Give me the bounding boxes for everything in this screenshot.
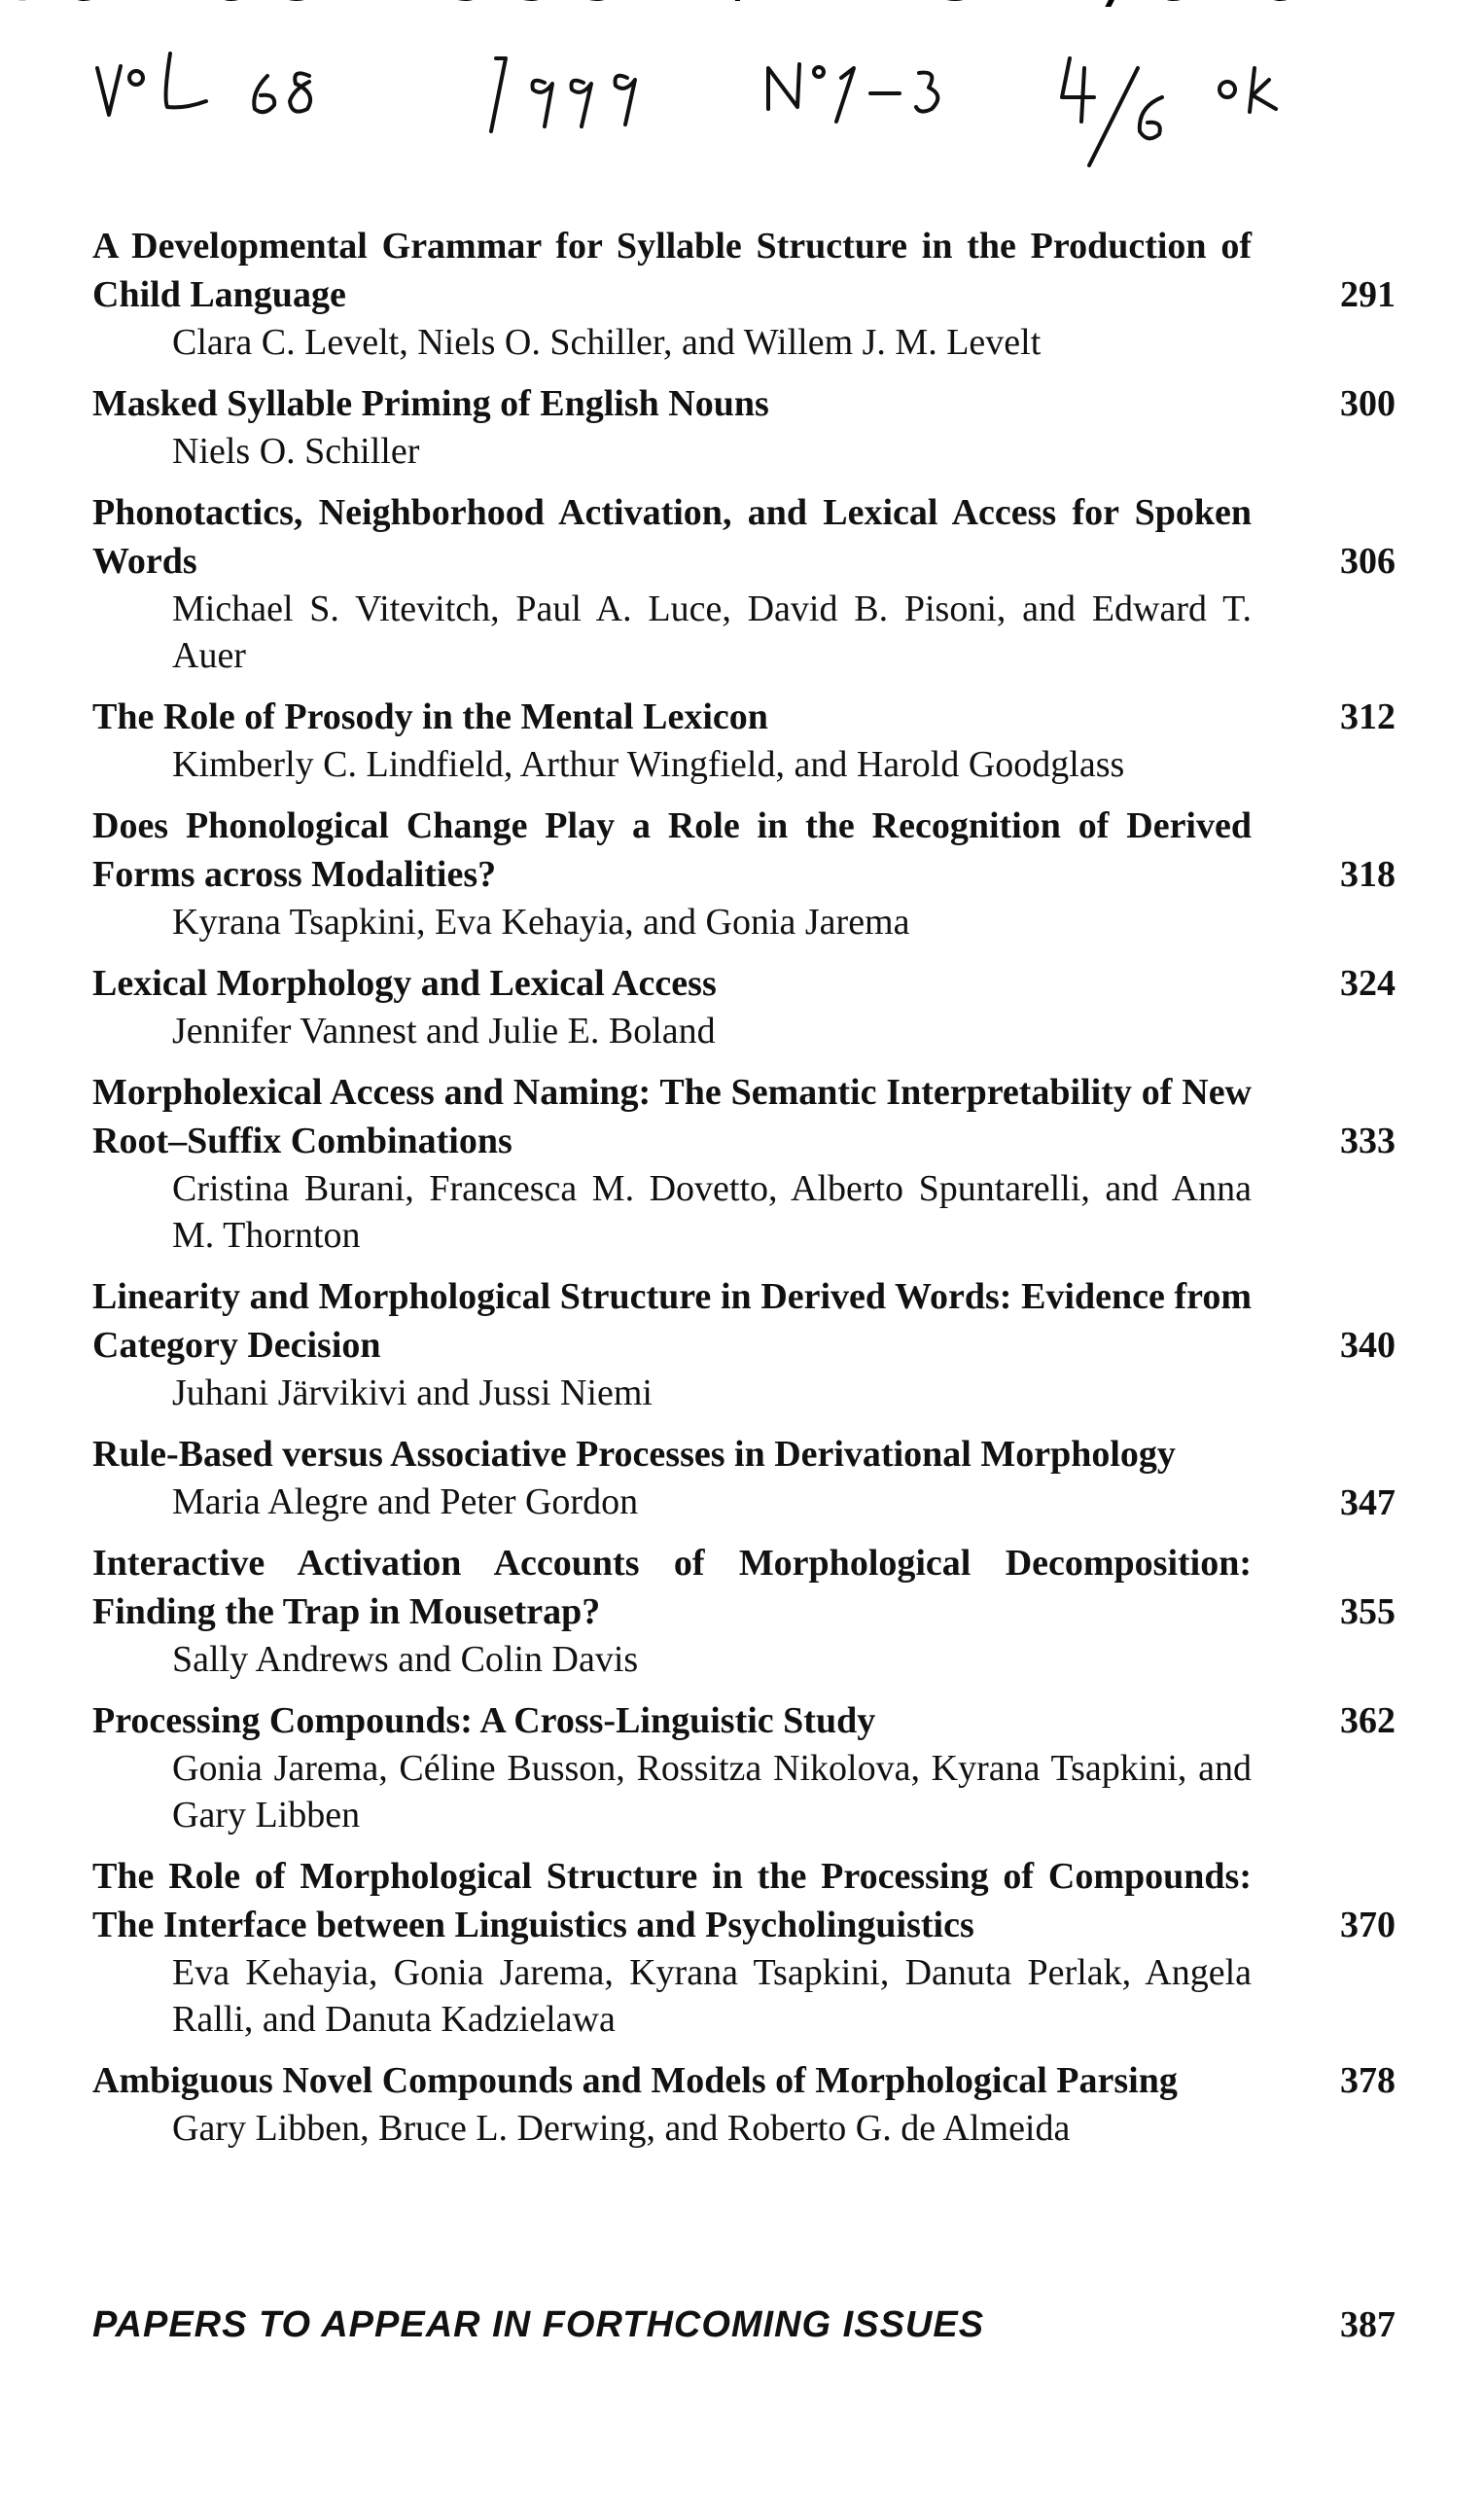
entry-title: Lexical Morphology and Lexical Access: [92, 963, 717, 1004]
entry-page: 347: [1340, 1482, 1396, 1523]
entry-authors: Kyrana Tsapkini, Eva Kehayia, and Gonia Jarema: [172, 902, 910, 943]
handwritten-note-text: [0, 0, 1388, 18]
entry-title: Does Phonological Change Play a Role in the Recognition of Derived Forms across Modalities?: [92, 805, 1252, 895]
forthcoming-papers-page: 387: [1340, 2304, 1396, 2345]
forthcoming-papers-row: [92, 2300, 1396, 2349]
toc-entry: [92, 1852, 1396, 2043]
toc-entry: [92, 1539, 1396, 1683]
toc-entry: [92, 488, 1396, 679]
entry-authors: Sally Andrews and Colin Davis: [172, 1639, 639, 1680]
entry-page: 378: [1340, 2060, 1396, 2101]
toc-entry: [92, 1068, 1396, 1259]
entry-page: 370: [1340, 1905, 1396, 1945]
entry-page: 312: [1340, 696, 1396, 737]
toc-entry: [92, 693, 1396, 788]
toc-entry: [92, 1272, 1396, 1416]
entry-authors: Niels O. Schiller: [172, 431, 420, 472]
toc-entry: [92, 222, 1396, 366]
entry-authors: Maria Alegre and Peter Gordon: [172, 1481, 639, 1522]
entry-page: 333: [1340, 1121, 1396, 1161]
entry-authors: Gonia Jarema, Céline Busson, Rossitza Nikolova, Kyrana Tsapkini, and Gary Libben: [172, 1748, 1252, 1836]
toc-entry: [92, 379, 1396, 475]
entry-title: Interactive Activation Accounts of Morphological Decomposition: Finding the Trap in Mousetrap?: [92, 1543, 1252, 1632]
entry-title: Processing Compounds: A Cross-Linguistic Study: [92, 1700, 876, 1741]
forthcoming-papers-title: PAPERS TO APPEAR IN FORTHCOMING ISSUES: [92, 2304, 985, 2345]
entry-page: 324: [1340, 963, 1396, 1004]
entry-page: 340: [1340, 1325, 1396, 1366]
entry-authors: Cristina Burani, Francesca M. Dovetto, Alberto Spuntarelli, and Anna M. Thornton: [172, 1168, 1252, 1256]
entry-authors: Jennifer Vannest and Julie E. Boland: [172, 1011, 716, 1051]
entry-title: Phonotactics, Neighborhood Activation, and Lexical Access for Spoken Words: [92, 492, 1252, 582]
toc-entry: [92, 1696, 1396, 1838]
handwriting-drawing: [0, 0, 1484, 195]
toc-entry: [92, 959, 1396, 1054]
entry-page: 306: [1340, 541, 1396, 582]
entry-page: 362: [1340, 1700, 1396, 1741]
entry-title: Morpholexical Access and Naming: The Semantic Interpretability of New Root–Suffix Combinations: [92, 1072, 1252, 1161]
entry-title: Masked Syllable Priming of English Nouns: [92, 383, 769, 424]
table-of-contents: [92, 222, 1396, 2165]
entry-title: Linearity and Morphological Structure in Derived Words: Evidence from Category Decision: [92, 1276, 1252, 1366]
entry-page: 300: [1340, 383, 1396, 424]
handwritten-annotation: [0, 0, 1484, 195]
entry-title: Ambiguous Novel Compounds and Models of Morphological Parsing: [92, 2060, 1178, 2101]
entry-page: 355: [1340, 1591, 1396, 1632]
entry-authors: Kimberly C. Lindfield, Arthur Wingfield, and Harold Goodglass: [172, 744, 1125, 785]
toc-entry: [92, 2056, 1396, 2152]
toc-entry: [92, 1430, 1396, 1525]
entry-title: The Role of Morphological Structure in the Processing of Compounds: The Interface between Linguistics and Psycholinguistics: [92, 1856, 1252, 1945]
entry-authors: Michael S. Vitevitch, Paul A. Luce, David B. Pisoni, and Edward T. Auer: [172, 588, 1252, 676]
entry-page: 291: [1340, 274, 1396, 315]
entry-title: The Role of Prosody in the Mental Lexicon: [92, 696, 768, 737]
entry-authors: Gary Libben, Bruce L. Derwing, and Roberto G. de Almeida: [172, 2108, 1071, 2149]
entry-title: Rule-Based versus Associative Processes in Derivational Morphology: [92, 1434, 1176, 1475]
entry-title: A Developmental Grammar for Syllable Structure in the Production of Child Language: [92, 226, 1252, 315]
entry-authors: Clara C. Levelt, Niels O. Schiller, and Willem J. M. Levelt: [172, 322, 1042, 363]
entry-authors: Juhani Järvikivi and Jussi Niemi: [172, 1372, 653, 1413]
toc-entry: [92, 802, 1396, 945]
entry-authors: Eva Kehayia, Gonia Jarema, Kyrana Tsapkini, Danuta Perlak, Angela Ralli, and Danuta Kadzielawa: [172, 1952, 1252, 2040]
entry-page: 318: [1340, 854, 1396, 895]
